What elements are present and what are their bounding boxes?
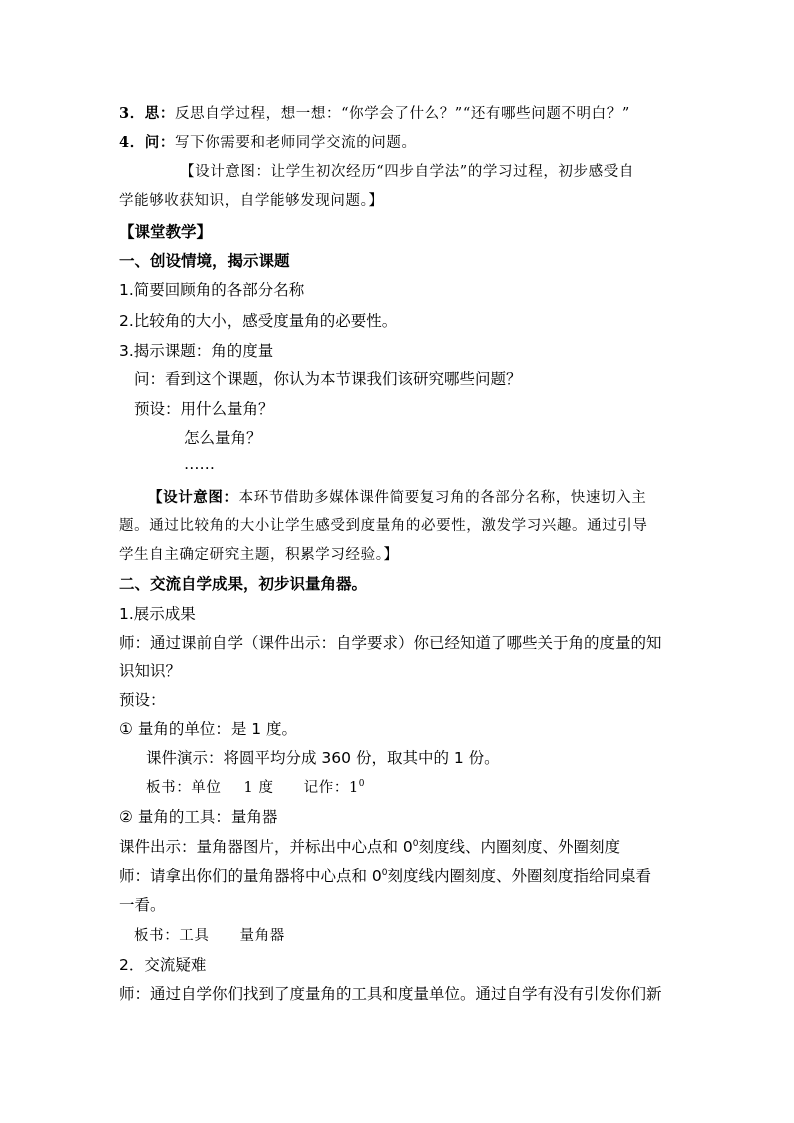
paragraph: 怎么量角？ xyxy=(184,429,262,447)
paragraph xyxy=(119,866,651,886)
section-heading: 一、创设情境，揭示课题 xyxy=(119,252,290,270)
text-part: 师：请拿出你们的量角器将中心点和 0 xyxy=(119,867,382,885)
board-writing-value: 量角器 xyxy=(239,928,285,944)
board-writing-line xyxy=(146,778,365,798)
ellipsis: …… xyxy=(184,455,215,473)
board-writing-notation: 记作：1 xyxy=(303,780,359,796)
section-heading: 二、交流自学成果，初步识量角器。 xyxy=(119,575,368,593)
text-part: 课件出示：量角器图片，并标出中心点和 0 xyxy=(119,838,413,856)
text-part: 刻度线内圈刻度、外圈刻度指给同桌看 xyxy=(387,867,652,885)
paragraph: 预设： xyxy=(119,691,166,709)
text-part: 刻度线、内圈刻度、外圈刻度 xyxy=(418,838,621,856)
paragraph: 师：通过课前自学（课件出示：自学要求）你已经知道了哪些关于角的度量的知 xyxy=(119,634,662,652)
paragraph: 3.揭示课题：角的度量 xyxy=(119,342,274,360)
step-number: 3． xyxy=(119,105,145,122)
paragraph: 课件演示：将圆平均分成 360 份，取其中的 1 份。 xyxy=(146,749,500,767)
board-writing-line xyxy=(134,926,285,946)
step-3-line xyxy=(119,104,630,124)
design-intent-line: 学能够收获知识，自学能够发现问题。】 xyxy=(119,193,384,209)
paragraph: 师：通过自学你们找到了度量角的工具和度量单位。通过自学有没有引发你们新 xyxy=(119,985,662,1003)
paragraph: 问：看到这个课题，你认为本节课我们该研究哪些问题？ xyxy=(134,370,522,388)
degree-superscript: 0 xyxy=(381,868,388,878)
paragraph: 一看。 xyxy=(119,896,166,914)
board-writing-label: 板书：工具 xyxy=(134,928,210,944)
paragraph: ① 量角的单位：是 1 度。 xyxy=(119,720,298,738)
paragraph: ② 量角的工具：量角器 xyxy=(119,808,278,826)
board-writing-value: 1 度 xyxy=(243,780,274,796)
step-number: 4． xyxy=(119,134,145,151)
design-intent-line: 学生自主确定研究主题，积累学习经验。】 xyxy=(119,547,399,563)
paragraph: 1.简要回顾角的各部分名称 xyxy=(119,281,305,299)
degree-superscript: 0 xyxy=(358,779,366,789)
step-heading: 问： xyxy=(144,134,175,151)
step-text: 写下你需要和老师同学交流的问题。 xyxy=(175,135,417,151)
design-intent-line: 【设计意图：让学生初次经历“四步自学法”的学习过程，初步感受自 xyxy=(180,164,634,180)
board-writing-label: 板书：单位 xyxy=(146,780,222,796)
paragraph: 1.展示成果 xyxy=(119,605,196,623)
paragraph: 2.比较角的大小，感受度量角的必要性。 xyxy=(119,312,398,330)
paragraph xyxy=(119,837,620,857)
design-intent-label: 【设计意图： xyxy=(148,489,239,506)
section-heading: 【课堂教学】 xyxy=(119,223,213,241)
step-4-line xyxy=(119,133,417,153)
design-intent-line xyxy=(148,488,646,508)
degree-superscript: 0 xyxy=(412,839,419,849)
step-text: 反思自学过程，想一想：“你学会了什么？”“还有哪些问题不明白？” xyxy=(175,106,630,122)
paragraph: 识知识？ xyxy=(119,662,182,680)
step-heading: 思： xyxy=(144,105,175,122)
paragraph: 2．交流疑难 xyxy=(119,956,207,974)
design-intent-line: 题。通过比较角的大小让学生感受到度量角的必要性，激发学习兴趣。通过引导 xyxy=(119,518,648,534)
paragraph: 预设：用什么量角？ xyxy=(134,400,274,418)
design-intent-text: 本环节借助多媒体课件简要复习角的各部分名称，快速切入主 xyxy=(238,490,647,506)
